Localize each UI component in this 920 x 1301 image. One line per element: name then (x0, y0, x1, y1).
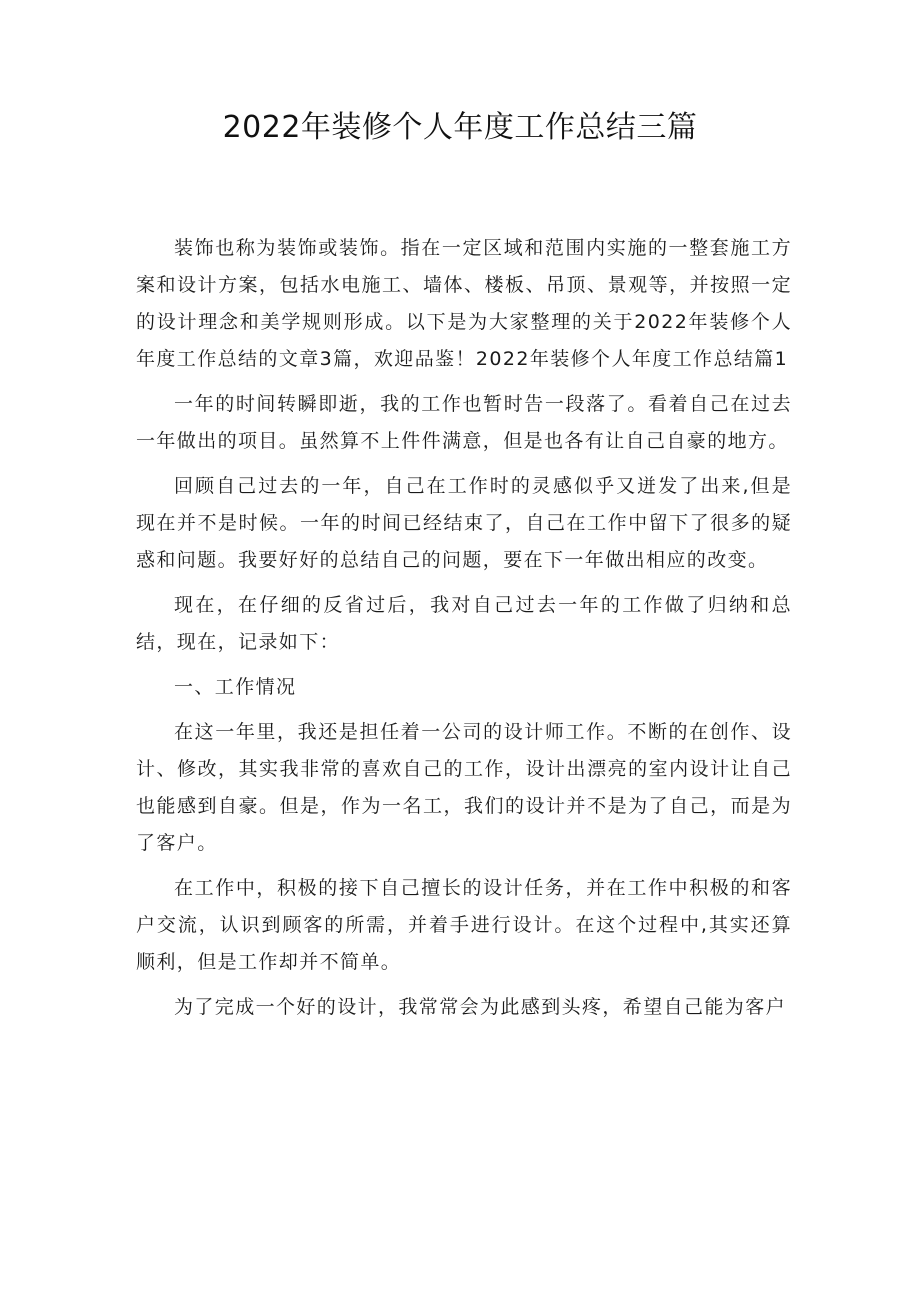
paragraph: 在工作中，积极的接下自己擅长的设计任务，并在工作中积极的和客户交流，认识到顾客的所需，并着手进行设计。在这个过程中,其实还算顺利，但是工作却并不简单。 (136, 877, 792, 973)
paragraph: 回顾自己过去的一年，自己在工作时的灵感似乎又迸发了出来,但是现在并不是时候。一年的时间已经结束了，自己在工作中留下了很多的疑惑和问题。我要好好的总结自己的问题，要在下一年做出相应的改变。 (136, 475, 792, 571)
paragraph: 一年的时间转瞬即逝，我的工作也暂时告一段落了。看着自己在过去一年做出的项目。虽然算不上件件满意，但是也各有让自己自豪的地方。 (136, 393, 792, 452)
paragraph-intro: 装饰也称为装饰或装饰。指在一定区域和范围内实施的一整套施工方案和设计方案，包括水电施工、墙体、楼板、吊顶、景观等，并按照一定的设计理念和美学规则形成。以下是为大家整理的关于2022年装修个人年度工作总结的文章3篇，欢迎品鉴！2022年装修个人年度工作总结篇1 (136, 237, 792, 370)
section-heading: 一、工作情况 (174, 676, 297, 698)
paragraph: 为了完成一个好的设计，我常常会为此感到头疼，希望自己能为客户 (174, 996, 787, 1018)
document-body (136, 230, 792, 1034)
document-title: 2022年装修个人年度工作总结三篇 (222, 110, 698, 145)
paragraph: 现在，在仔细的反省过后，我对自己过去一年的工作做了归纳和总结，现在，记录如下： (136, 594, 792, 653)
paragraph: 在这一年里，我还是担任着一公司的设计师工作。不断的在创作、设计、修改，其实我非常的喜欢自己的工作，设计出漂亮的室内设计让自己也能感到自豪。但是，作为一名工，我们的设计并不是为了自己，而是为了客户。 (136, 721, 792, 854)
